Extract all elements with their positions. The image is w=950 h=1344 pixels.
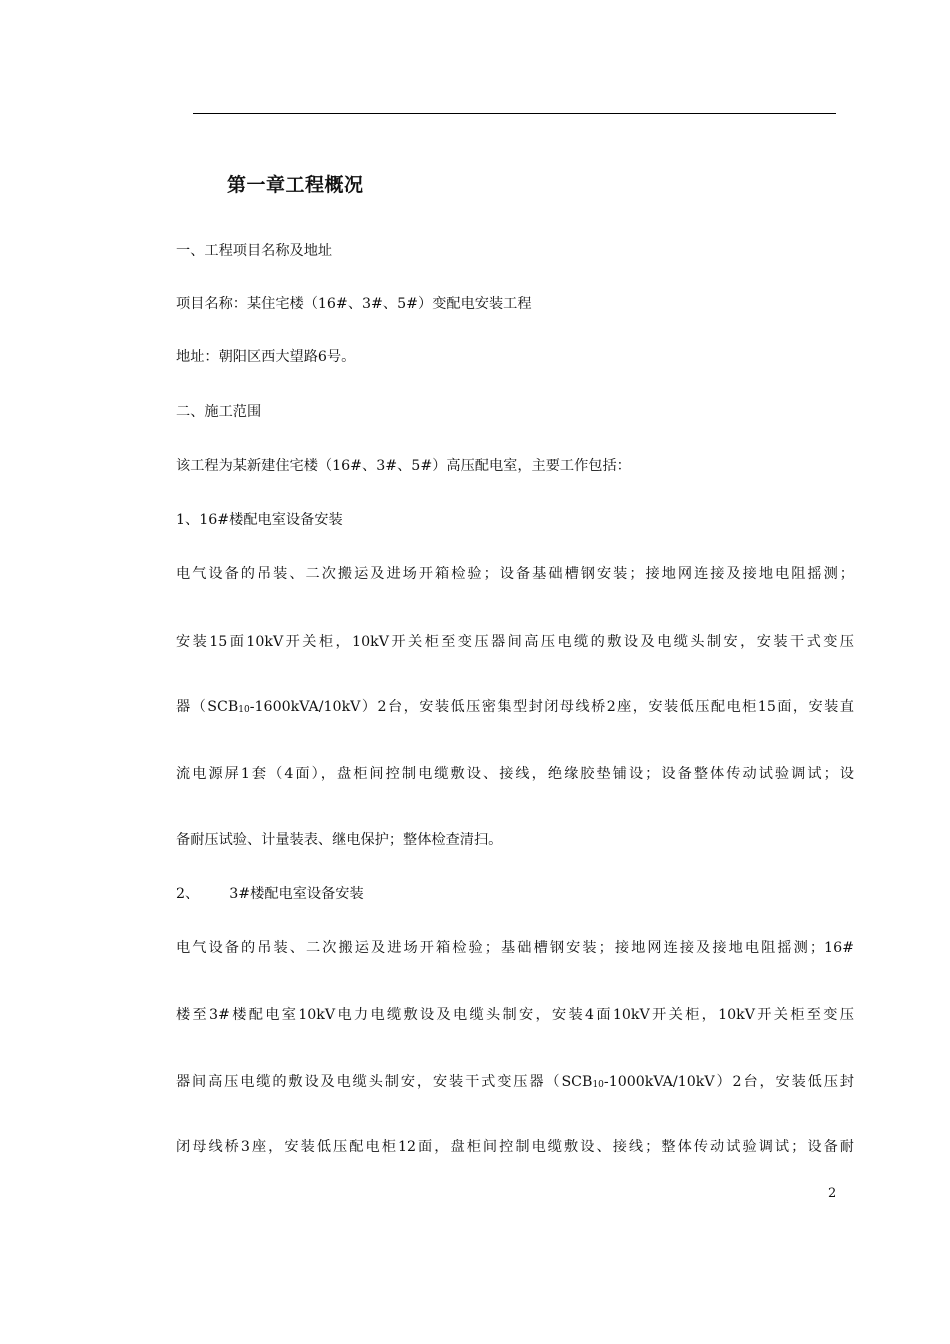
item1-line-4: 流电源屏1套（4面），盘柜间控制电缆敷设、接线，绝缘胶垫铺设；设备整体传动试验调试；设 (176, 766, 854, 782)
page-number: 2 (828, 1186, 837, 1201)
item1-line-2: 安装15面10kV开关柜，10kV开关柜至变压器间高压电缆的敷设及电缆头制安，安装干式变压 (176, 634, 854, 650)
item1-line-3-post: -1600kVA/10kV）2台，安装低压密集型封闭母线桥2座，安装低压配电柜15面，安装直 (249, 699, 854, 715)
item2-heading-number: 2、 (176, 886, 200, 902)
item2-heading-text: 3#楼配电室设备安装 (229, 886, 364, 902)
chapter-title: 第一章工程概况 (227, 174, 364, 196)
item2-line-3-pre: 器间高压电缆的敷设及电缆头制安，安装干式变压器（SCB (176, 1074, 593, 1090)
project-name: 项目名称：某住宅楼（16#、3#、5#）变配电安装工程 (176, 296, 532, 312)
item2-line-3-sub: 10 (592, 1080, 604, 1090)
item2-line-4: 闭母线桥3座，安装低压配电柜12面，盘柜间控制电缆敷设、接线；整体传动试验调试；设备耐 (176, 1139, 854, 1155)
item1-heading: 1、16#楼配电室设备安装 (176, 512, 343, 528)
item1-line-5: 备耐压试验、计量装表、继电保护；整体检查清扫。 (176, 832, 503, 848)
item2-line-3 (176, 1072, 854, 1095)
section-heading-scope: 二、施工范围 (176, 404, 262, 420)
item1-line-3-pre: 器（SCB (176, 699, 239, 715)
section-heading-project: 一、工程项目名称及地址 (176, 243, 333, 259)
item1-line-3-sub: 10 (238, 705, 250, 715)
item2-line-3-post: -1000kVA/10kV）2台，安装低压封 (603, 1074, 854, 1090)
item1-line-1: 电气设备的吊装、二次搬运及进场开箱检验；设备基础槽钢安装；接地网连接及接地电阻摇测； (176, 566, 854, 582)
item2-heading (176, 884, 364, 904)
item2-line-2: 楼至3#楼配电室10kV电力电缆敷设及电缆头制安，安装4面10kV开关柜，10kV开关柜至变压 (176, 1007, 854, 1023)
item1-line-3 (176, 697, 854, 720)
scope-intro: 该工程为某新建住宅楼（16#、3#、5#）高压配电室，主要工作包括： (176, 458, 631, 474)
project-address: 地址：朝阳区西大望路6号。 (176, 349, 356, 365)
item2-line-1: 电气设备的吊装、二次搬运及进场开箱检验；基础槽钢安装；接地网连接及接地电阻摇测；16# (176, 940, 854, 956)
header-rule (193, 113, 836, 114)
